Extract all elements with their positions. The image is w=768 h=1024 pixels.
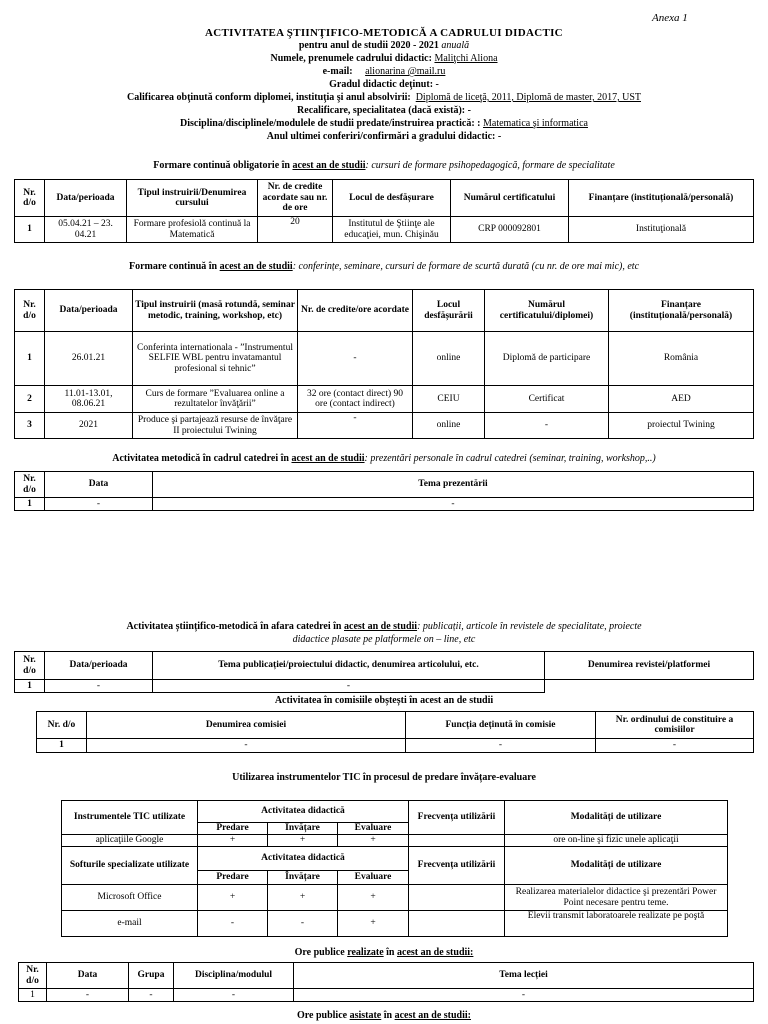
table-row: 1 05.04.21 – 23. 04.21 Formare profesiolă continuă la Matematică 20 Institutul de Ştiinţe ale educaţiei, mun. Chişinău CRP 000092801 Instituţională bbox=[15, 217, 754, 243]
table-header: Frecvența utilizării bbox=[409, 801, 505, 835]
table-header: Activitatea didactică bbox=[198, 801, 409, 823]
table-header: Nr. d/o bbox=[15, 652, 45, 680]
table-header: Nr. de credite/ore acordate bbox=[298, 290, 413, 332]
scientific-activity-table bbox=[14, 651, 754, 693]
qualification: Calificarea obţinută conform diplomei, instituţia şi anul absolvirii: Diplomă de liceţă, 2011, Diplomă de master, 2017, UST bbox=[126, 92, 641, 103]
table-header: Softurile specializate utilizate bbox=[62, 847, 198, 885]
section-mandatory-training-title: Formare continuă obligatorie în acest an de studii: cursuri de formare psihopedagogică, formare de specialitate bbox=[153, 160, 615, 171]
section-scientific-activity-title-line2: didactice plasate pe platformele on – line, etc bbox=[292, 634, 476, 645]
requalification: Recalificare, specialitatea (dacă există): - bbox=[297, 105, 471, 116]
table-row: 1 - - bbox=[15, 680, 754, 693]
table-header: Nr. d/o bbox=[19, 963, 47, 989]
table-header: Data/perioada bbox=[45, 290, 133, 332]
table-header: Grupa bbox=[129, 963, 174, 989]
section-ict-title: Utilizarea instrumentelor TIC în procesul de predare învățare-evaluare bbox=[232, 772, 536, 783]
table-header: Nr. d/o bbox=[15, 180, 45, 217]
table-header: Evaluare bbox=[338, 823, 409, 835]
table-header: Locul desfășurării bbox=[413, 290, 485, 332]
table-header: Denumirea revistei/platformei bbox=[545, 652, 754, 680]
last-confirmation: Anul ultimei conferiri/confirmări a gradului didactic: - bbox=[266, 131, 502, 142]
teacher-email: e-mail: alionarina @mail.ru bbox=[322, 66, 446, 77]
table-header: Predare bbox=[198, 871, 268, 885]
table-header: Numărul certificatului bbox=[451, 180, 569, 217]
table-header: Nr. ordinului de constituire a comisiilor bbox=[596, 712, 754, 739]
table-header: Nr. d/o bbox=[37, 712, 87, 739]
methodical-activity-table bbox=[14, 471, 754, 511]
committees-table bbox=[36, 711, 754, 753]
table-row: aplicaţiile Google + + + ore on-line şi fizic unele aplicaţii bbox=[62, 835, 728, 847]
academic-year: pentru anul de studii 2020 - 2021 anuală bbox=[298, 40, 470, 51]
section-methodical-activity-title: Activitatea metodică în cadrul catedrei în acest an de studii: prezentări personale în cadrul catedrei (seminar, training, workshop,..) bbox=[112, 453, 656, 464]
section-public-lessons-held-title: Ore publice realizate în acest an de studii: bbox=[294, 947, 474, 958]
table-header: Nr. de credite acordate sau nr. de ore bbox=[258, 180, 333, 217]
table-header: Tipul instruirii/Denumirea cursului bbox=[127, 180, 258, 217]
table-row: 2 11.01-13.01, 08.06.21 Curs de formare ”Evaluarea online a rezultatelor învăţării” 32 ore (contact direct) 90 ore (contact indirect) CEIU Certificat AED bbox=[15, 386, 754, 413]
table-header: Finanțare (instituțională/personală) bbox=[569, 180, 754, 217]
table-header: Instrumentele TIC utilizate bbox=[62, 801, 198, 835]
document-title: ACTIVITATEA ŞTIINŢIFICO-METODICĂ A CADRULUI DIDACTIC bbox=[205, 27, 563, 39]
table-row: 1 - - bbox=[15, 498, 754, 511]
public-lessons-held-table bbox=[18, 962, 754, 1002]
table-row: 1 26.01.21 Conferinta internationala - ”Instrumentul SELFIE WBL pentru invatamantul profesional si tehnic” - online Diplomă de participare România bbox=[15, 332, 754, 386]
table-header: Data bbox=[45, 472, 153, 498]
table-header: Frecvența utilizării bbox=[409, 847, 505, 885]
table-header: Predare bbox=[198, 823, 268, 835]
table-header: Numărul certificatului/diplomei) bbox=[485, 290, 609, 332]
email-link[interactable]: alionarina @mail.ru bbox=[365, 66, 446, 77]
table-header: Data bbox=[47, 963, 129, 989]
table-header: Evaluare bbox=[338, 871, 409, 885]
annex-label: Anexa 1 bbox=[652, 12, 688, 24]
table-header: Nr. d/o bbox=[15, 290, 45, 332]
table-header: Tema lecției bbox=[294, 963, 754, 989]
continuous-training-table bbox=[14, 289, 754, 439]
section-continuous-training-title: Formare continuă în acest an de studii: conferințe, seminare, cursuri de formare de scurtă durată (cu nr. de ore mai mic), etc bbox=[128, 261, 640, 272]
table-header: Locul de desfășurare bbox=[333, 180, 451, 217]
table-row: 1 - - - - bbox=[19, 989, 754, 1002]
table-header: Data/perioada bbox=[45, 180, 127, 217]
didactic-grade: Gradul didactic deţinut: - bbox=[329, 79, 439, 90]
table-header: Data/perioada bbox=[45, 652, 153, 680]
table-header: Tipul instruirii (masă rotundă, seminar metodic, training, workshop, etc) bbox=[133, 290, 298, 332]
table-row: 1 - - - bbox=[37, 739, 754, 753]
table-row: e-mail - - + Elevii transmit laboratoarele realizate pe poştă bbox=[62, 911, 728, 937]
table-header: Tema prezentării bbox=[153, 472, 754, 498]
section-scientific-activity-title: Activitatea științifico-metodică în afara catedrei în acest an de studii: publicații, articole în revistele de specialitate, proiecte bbox=[126, 621, 642, 632]
table-header: Modalități de utilizare bbox=[505, 801, 728, 835]
teacher-name: Numele, prenumele cadrului didactic: Maliţchi Aliona bbox=[270, 53, 498, 64]
table-header: Învățare bbox=[268, 871, 338, 885]
table-row: 3 2021 Produce şi partajează resurse de învăţare II proiectului Twining - online - proiectul Twining bbox=[15, 413, 754, 439]
table-header: Disciplina/modulul bbox=[174, 963, 294, 989]
table-header: Activitatea didactică bbox=[198, 847, 409, 871]
ict-tools-table bbox=[61, 800, 728, 937]
mandatory-training-table bbox=[14, 179, 754, 243]
section-committees-title: Activitatea în comisiile obștești în acest an de studii bbox=[274, 695, 494, 706]
table-row: Microsoft Office + + + Realizarea materialelor didactice şi prezentări Power Point necesare pentru teme. bbox=[62, 885, 728, 911]
table-header: Funcția deținută în comisie bbox=[406, 712, 596, 739]
table-header: Nr. d/o bbox=[15, 472, 45, 498]
table-header: Finanțare (instituțională/personală) bbox=[609, 290, 754, 332]
table-header: Învățare bbox=[268, 823, 338, 835]
disciplines: Disciplina/disciplinele/modulele de studii predate/instruirea practică: : Matematica şi informatica bbox=[180, 118, 588, 129]
section-public-lessons-attended-title: Ore publice asistate în acest an de studii: bbox=[296, 1010, 471, 1021]
table-header: Tema publicației/proiectului didactic, denumirea articolului, etc. bbox=[153, 652, 545, 680]
table-header: Modalități de utilizare bbox=[505, 847, 728, 885]
table-header: Denumirea comisiei bbox=[87, 712, 406, 739]
